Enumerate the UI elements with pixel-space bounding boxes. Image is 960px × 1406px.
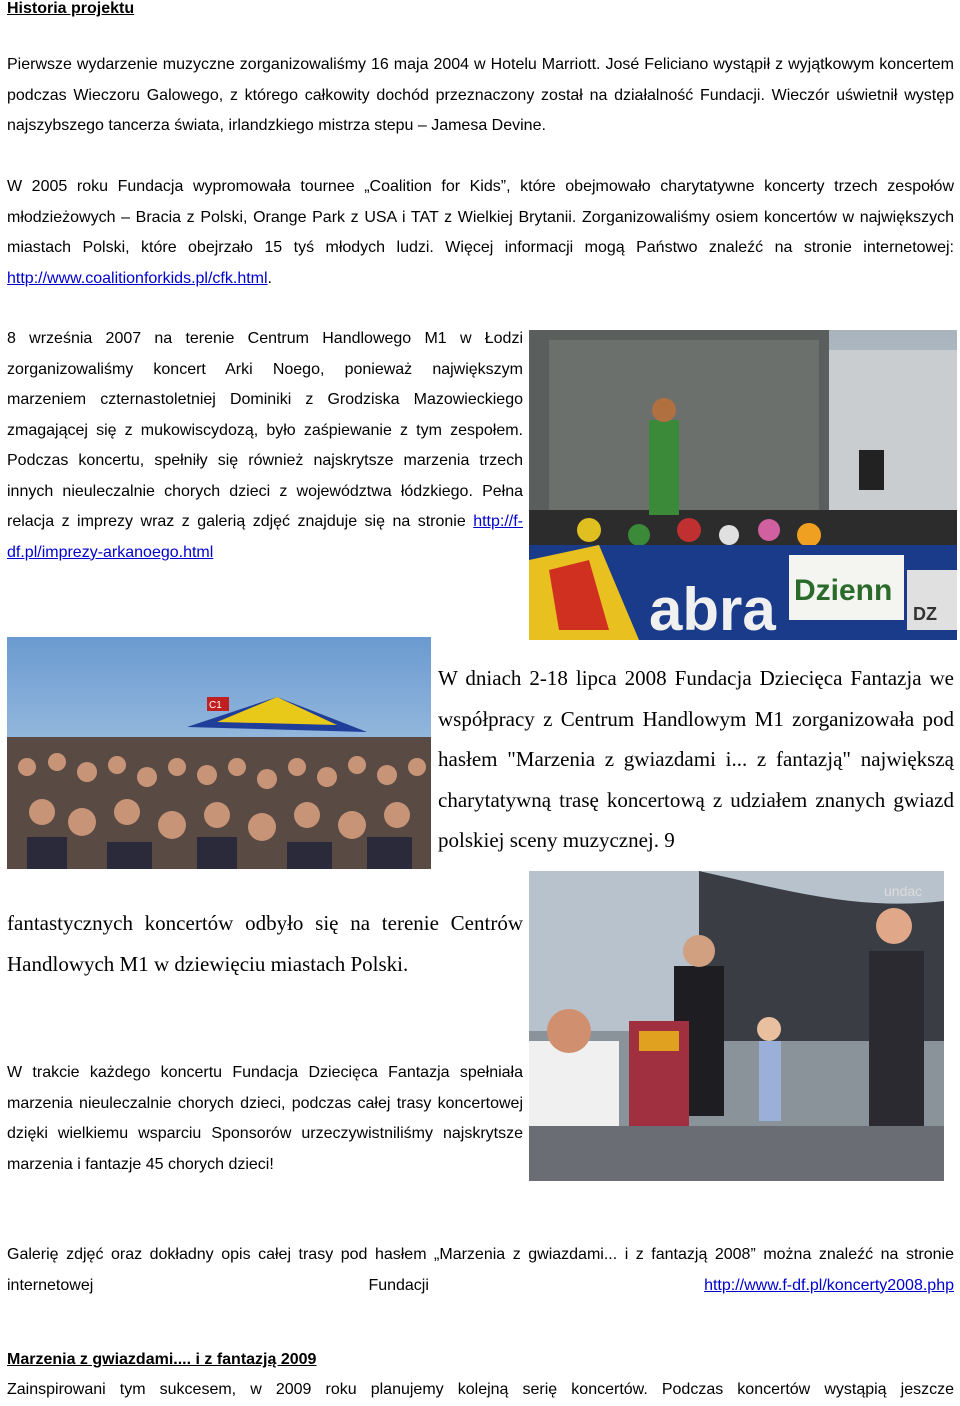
paragraph-2009-plans: Zainspirowani tym sukcesem, w 2009 roku planujemy kolejną serię koncertów. Podczas koncertów wystąpią jeszcze [7, 1381, 954, 1398]
paragraph-arka-noego [7, 324, 523, 568]
ceremony-photo [529, 871, 944, 1181]
arka-noego-link[interactable]: http://f-df.pl/imprezy-arkanoego.html [7, 513, 523, 561]
paragraph-coalition-for-kids [7, 172, 954, 294]
crowd-flag-text: C1 [209, 700, 222, 711]
paragraph-2008-tour: W dniach 2-18 lipca 2008 Fundacja Dziecięca Fantazja we współpracy z Centrum Handlowym M1 zorganizowała pod hasłem "Marzenia z gwiazdami i... z fantazją" największą charytatywną trasę koncertową z udziałem znanych gwiazd polskiej sceny muzycznej. 9 [438, 666, 954, 852]
crowd-photo [7, 637, 431, 869]
paragraph-text: 8 września 2007 na terenie Centrum Handlowego M1 w Łodzi zorganizowaliśmy koncert Arki Noego, ponieważ największym marzeniem czternastoletniej Dominiki z Grodziska Mazowieckiego zmagającej się z mukowiscydozą, było zaśpiewanie z tym zespołem. Podczas koncertu, spełniły się również najskrytsze marzenia trzech innych nieuleczalnie chorych dzieci z województwa łódzkiego. Pełna relacja z imprezy wraz z galerią zdjęć znajduje się na stronie [7, 330, 523, 530]
section-heading-history: Historia projektu [7, 0, 135, 17]
coalition-link[interactable]: http://www.coalitionforkids.pl/cfk.html [7, 269, 268, 287]
paragraph-text: W 2005 roku Fundacja wypromowała tournee „Coalition for Kids”, które obejmowało charytatywne koncerty trzech zespołów młodzieżowych – Bracia z Polski, Orange Park z USA i TAT z Wielkiej Brytanii. Zorganizowaliśmy osiem koncertów w największych miastach Polski, które obejrzało 15 tyś młodych ludzi. Więcej informacji mogą Państwo znaleźć na stronie internetowej: [7, 178, 954, 256]
paragraph-nine-concerts: fantastycznych koncertów odbyło się na terenie Centrów Handlowych M1 w dziewięciu miastach Polski. [7, 911, 523, 976]
stage-concert-photo [529, 330, 957, 640]
paragraph-text: Galerię zdjęć oraz dokładny opis całej trasy pod hasłem „Marzenia z gwiazdami... i z fantazją 2008” można znaleźć na stronie internetowej Fundacji [7, 1246, 954, 1294]
ceremony-banner-text: undac [884, 883, 923, 899]
paragraph-dreams-fulfilled: W trakcie każdego koncertu Fundacja Dziecięca Fantazja spełniała marzenia nieuleczalnie chorych dzieci, podczas całej trasy koncertowej dzięki wielkiemu wsparciu Sponsorów urzeczywistniliśmy najskrytsze marzenia i fantazje 45 chorych dzieci! [7, 1064, 523, 1173]
paragraph-end: . [267, 269, 272, 287]
paragraph-first-event: Pierwsze wydarzenie muzyczne zorganizowaliśmy 16 maja 2004 w Hotelu Marriott. José Feliciano wystąpił z wyjątkowym koncertem podczas Wieczoru Galowego, z którego całkowity dochód przeznaczony został na działalność Fundacji. Wieczór uświetnił występ najszybszego tancerza świata, irlandzkiego mistrza stepu – Jamesa Devine. [7, 56, 954, 134]
stage-banner-left-text: abra [649, 576, 776, 640]
stage-sign-right-text: DZ [913, 604, 937, 624]
section-heading-2009: Marzenia z gwiazdami.... i z fantazją 2009 [7, 1351, 317, 1368]
paragraph-gallery [7, 1240, 954, 1301]
stage-banner-right-text: Dzienn [794, 574, 893, 607]
koncerty2008-link[interactable]: http://www.f-df.pl/koncerty2008.php [704, 1276, 954, 1294]
